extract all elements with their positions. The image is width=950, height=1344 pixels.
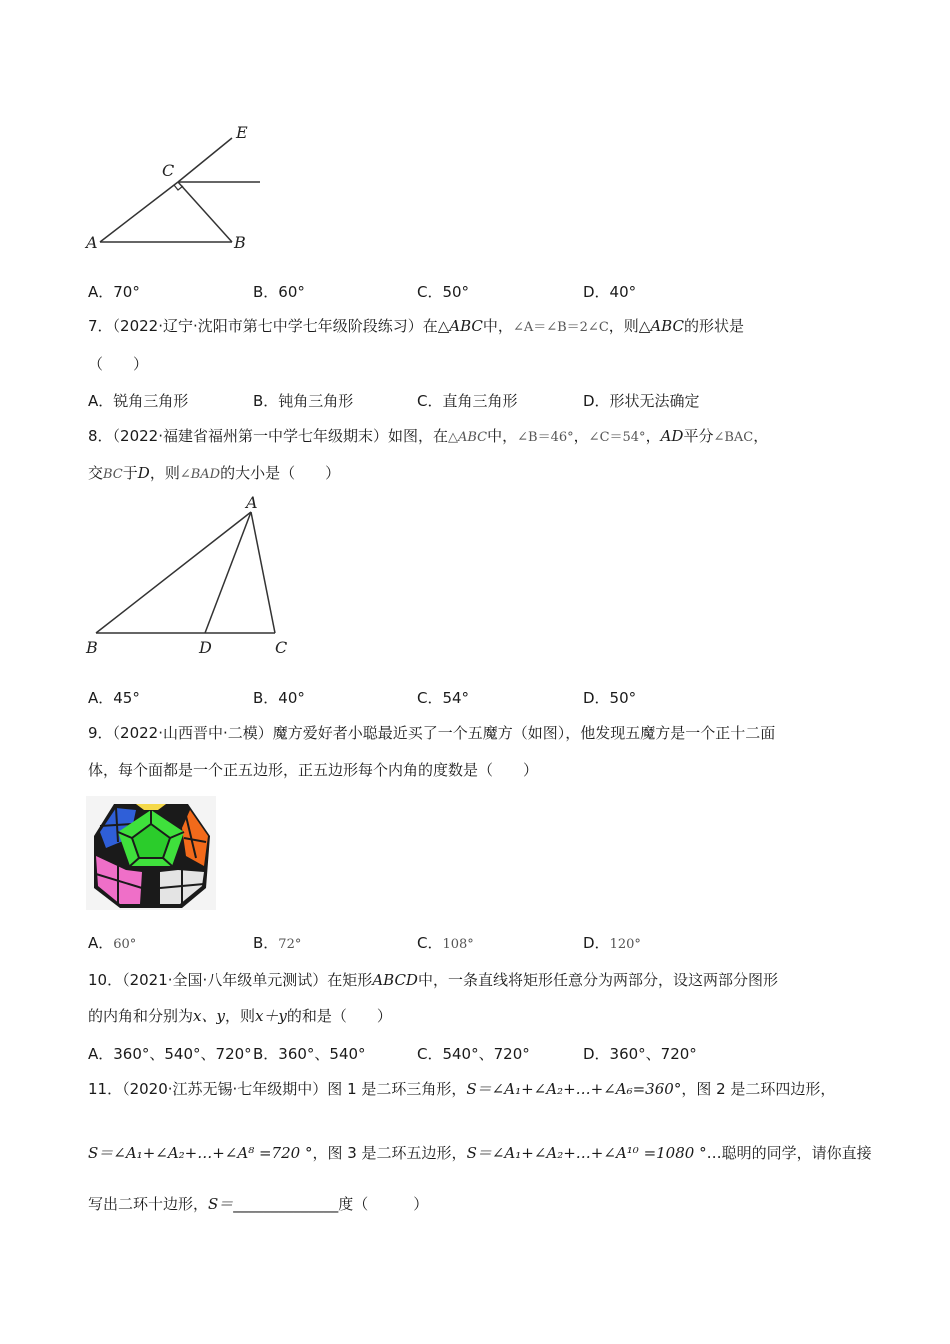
label-c: C xyxy=(162,161,175,180)
question-10-line2: 的内角和分别为x、y，则x＋y的和是（ ） xyxy=(88,1007,392,1025)
question-9: 9．（2022·山西晋中·二模）魔方爱好者小聪最近买了一个五魔方（如图），他发现五魔方是一个正十二面 xyxy=(88,724,776,742)
option-d[interactable]: D．形状无法确定 xyxy=(583,392,700,410)
question-11-line2: S＝∠A₁+∠A₂+…+∠A⁸ =720 °，图 3 是二环五边形，S＝∠A₁+∠A₂+…+∠A¹⁰ =1080 °…聪明的同学，请你直接 xyxy=(88,1144,872,1162)
option-b[interactable]: B．72° xyxy=(253,934,302,952)
question-source: （2022·辽宁·沈阳市第七中学七年级阶段练习）在 xyxy=(112,317,438,335)
question-number: 10． xyxy=(88,971,123,989)
label-a: A xyxy=(86,233,98,252)
question-10: 10．（2021·全国·八年级单元测试）在矩形ABCD中，一条直线将矩形任意分为两部分，设这两部分图形 xyxy=(88,971,778,989)
label-b: B xyxy=(234,233,246,252)
option-a[interactable]: A．70° xyxy=(88,283,140,301)
option-a[interactable]: A．60° xyxy=(88,934,137,952)
question-8: 8．（2022·福建省福州第一中学七年级期末）如图，在△ABC中，∠B＝46°，∠C＝54°，AD平分∠BAC， xyxy=(88,427,769,445)
option-c[interactable]: C．54° xyxy=(417,689,470,707)
option-c[interactable]: C．直角三角形 xyxy=(417,392,518,410)
question-number: 11． xyxy=(88,1080,123,1098)
question-8-line2: 交BC于D，则∠BAD的大小是（ ） xyxy=(88,464,341,482)
label-b: B xyxy=(86,638,98,657)
option-d[interactable]: D．50° xyxy=(583,689,637,707)
megaminx-image xyxy=(86,796,216,910)
question-number: 7． xyxy=(88,317,113,335)
formula: S＝∠A₁+∠A₂+…+∠A⁸ =720 ° xyxy=(88,1144,313,1162)
option-c[interactable]: C．50° xyxy=(417,283,470,301)
question-11: 11．（2020·江苏无锡·七年级期中）图 1 是二环三角形，S＝∠A₁+∠A₂+…+∠A₆=360°，图 2 是二环四边形， xyxy=(88,1080,836,1098)
formula: S＝∠A₁+∠A₂+…+∠A¹⁰ =1080 ° xyxy=(466,1144,707,1162)
answer-paren: （ ） xyxy=(88,355,149,373)
option-a[interactable]: A．45° xyxy=(88,689,140,707)
triangle-label: △ABC xyxy=(638,317,684,335)
label-e: E xyxy=(236,123,248,142)
label-a: A xyxy=(246,493,258,512)
angle-condition: ∠A＝∠B＝2∠C xyxy=(512,320,609,335)
formula: S＝∠A₁+∠A₂+…+∠A₆=360° xyxy=(466,1080,682,1098)
question-7: 7．（2022·辽宁·沈阳市第七中学七年级阶段练习）在△ABC中，∠A＝∠B＝2∠C，则△ABC的形状是 xyxy=(88,317,744,335)
option-b[interactable]: B．360°、540° xyxy=(253,1045,366,1063)
question-number: 9． xyxy=(88,724,113,742)
option-c[interactable]: C．108° xyxy=(417,934,474,952)
question-9-line2: 体，每个面都是一个正五边形，正五边形每个内角的度数是（ ） xyxy=(88,761,539,779)
label-d: D xyxy=(199,638,212,657)
option-c[interactable]: C．540°、720° xyxy=(417,1045,530,1063)
option-d[interactable]: D．40° xyxy=(583,283,637,301)
question-source: （2022·福建省福州第一中学七年级期末）如图，在 xyxy=(112,427,448,445)
figure-q8 xyxy=(80,493,300,663)
triangle-label: △ABC xyxy=(437,317,483,335)
question-source: （2021·全国·八年级单元测试）在矩形 xyxy=(122,971,373,989)
option-d[interactable]: D．360°、720° xyxy=(583,1045,697,1063)
option-a[interactable]: A．360°、540°、720° xyxy=(88,1045,252,1063)
option-b[interactable]: B．60° xyxy=(253,283,305,301)
question-number: 8． xyxy=(88,427,113,445)
figure-q6 xyxy=(80,118,280,258)
option-a[interactable]: A．锐角三角形 xyxy=(88,392,189,410)
option-d[interactable]: D．120° xyxy=(583,934,641,952)
question-11-line3: 写出二环十边形，S＝______________度（ ） xyxy=(88,1195,429,1213)
label-c: C xyxy=(275,638,288,657)
option-b[interactable]: B．钝角三角形 xyxy=(253,392,354,410)
option-b[interactable]: B．40° xyxy=(253,689,305,707)
answer-blank[interactable]: ______________ xyxy=(233,1195,339,1213)
